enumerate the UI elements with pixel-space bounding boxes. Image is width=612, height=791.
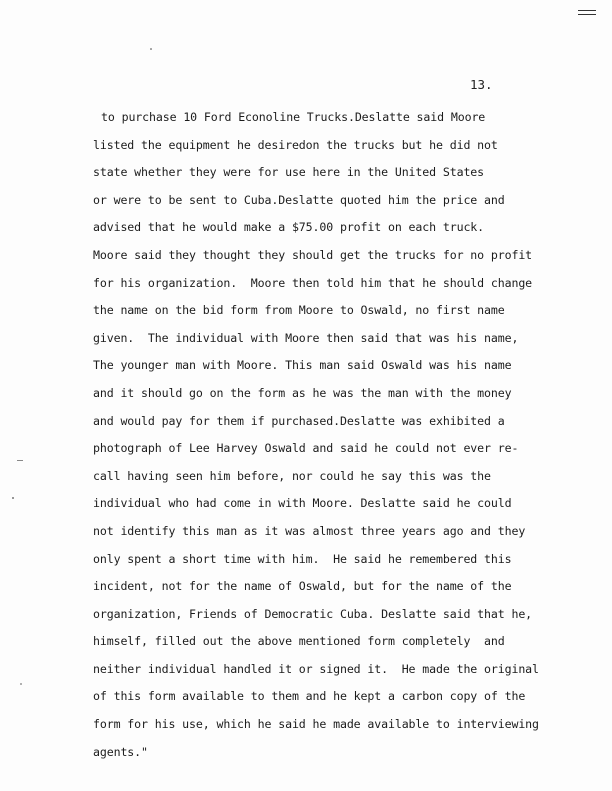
text-line: incident, not for the name of Oswald, but for the name of the: [93, 579, 512, 594]
text-line: of this form available to them and he kept a carbon copy of the: [93, 689, 526, 704]
text-line: given. The individual with Moore then said that was his name,: [93, 330, 519, 345]
text-line: advised that he would make a $75.00 profit on each truck.: [93, 220, 485, 235]
text-line: only spent a short time with him. He said he remembered this: [93, 551, 512, 566]
text-line: or were to be sent to Cuba.Deslatte quoted him the price and: [93, 192, 505, 207]
text-line: photograph of Lee Harvey Oswald and said he could not ever re-: [93, 441, 519, 456]
text-line: neither individual handled it or signed it. He made the original: [93, 661, 539, 676]
scan-speck: [150, 48, 152, 50]
body-text: [93, 104, 593, 766]
corner-scan-mark: [578, 10, 596, 11]
text-line: himself, filled out the above mentioned form completely and: [93, 634, 505, 649]
margin-scan-mark: [12, 497, 14, 499]
text-line: state whether they were for use here in the United States: [93, 165, 485, 180]
text-line: organization, Friends of Democratic Cuba. Deslatte said that he,: [93, 606, 533, 621]
text-line: form for his use, which he said he made available to interviewing: [93, 717, 539, 732]
margin-scan-mark: [20, 683, 22, 685]
text-line: not identify this man as it was almost three years ago and they: [93, 523, 526, 538]
text-line: individual who had come in with Moore. Deslatte said he could: [93, 496, 512, 511]
text-line: listed the equipment he desiredon the trucks but he did not: [93, 137, 498, 152]
page-number: 13.: [470, 77, 493, 92]
text-line: agents.": [93, 744, 148, 759]
text-line: for his organization. Moore then told him that he should change: [93, 275, 533, 290]
text-line: to purchase 10 Ford Econoline Trucks.Deslatte said Moore: [101, 110, 486, 124]
text-line: the name on the bid form from Moore to Oswald, no first name: [93, 303, 505, 318]
text-line: The younger man with Moore. This man said Oswald was his name: [93, 358, 512, 373]
text-line: and it should go on the form as he was the man with the money: [93, 385, 512, 400]
text-line: and would pay for them if purchased.Deslatte was exhibited a: [93, 413, 505, 428]
corner-scan-mark: [578, 14, 596, 15]
text-line: Moore said they thought they should get the trucks for no profit: [93, 247, 533, 262]
margin-scan-mark: [17, 460, 23, 461]
text-line: call having seen him before, nor could he say this was the: [93, 468, 491, 483]
